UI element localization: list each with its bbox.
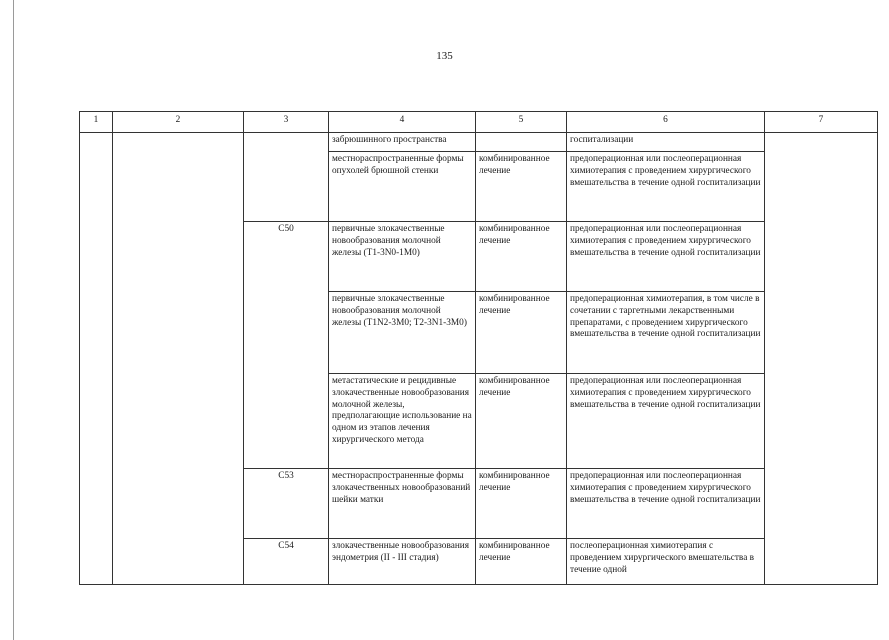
method-cell: предоперационная или послеоперационная химиотерапия с проведением хирургического вмешательства в течение одной госпитализации xyxy=(567,152,765,222)
diagnosis-code-cell: C53 xyxy=(244,469,329,539)
condition-cell: первичные злокачественные новообразования молочной железы (T1N2-3M0; T2-3N1-3M0) xyxy=(329,292,476,374)
column-header: 5 xyxy=(476,112,567,133)
condition-cell: местнораспространенные формы злокачественных новообразований шейки матки xyxy=(329,469,476,539)
column-header: 3 xyxy=(244,112,329,133)
column-header: 6 xyxy=(567,112,765,133)
page-number: 135 xyxy=(436,50,453,62)
column-header: 2 xyxy=(113,112,244,133)
group-cell-col7 xyxy=(765,133,878,585)
column-header: 4 xyxy=(329,112,476,133)
column-header: 1 xyxy=(80,112,113,133)
method-cell: предоперационная или послеоперационная химиотерапия с проведением хирургического вмешательства в течение одной госпитализации xyxy=(567,469,765,539)
diagnosis-code-cell: C50 xyxy=(244,222,329,469)
diagnosis-code-cell: C54 xyxy=(244,539,329,585)
diagnosis-code-cell xyxy=(244,133,329,222)
treatment-type-cell xyxy=(476,133,567,152)
page-edge-line xyxy=(13,0,14,640)
method-cell: предоперационная или послеоперационная химиотерапия с проведением хирургического вмешательства в течение одной госпитализации xyxy=(567,374,765,469)
treatment-type-cell: комбинированное лечение xyxy=(476,469,567,539)
table-row xyxy=(80,133,878,152)
treatment-type-cell: комбинированное лечение xyxy=(476,292,567,374)
group-cell-col2 xyxy=(113,133,244,585)
treatment-type-cell: комбинированное лечение xyxy=(476,222,567,292)
condition-cell: злокачественные новообразования эндометрия (II - III стадия) xyxy=(329,539,476,585)
condition-cell: метастатические и рецидивные злокачественные новообразования молочной железы, предполагающие использование на одном из этапов лечения хирургического метода xyxy=(329,374,476,469)
method-cell: послеоперационная химиотерапия с проведением хирургического вмешательства в течение одной xyxy=(567,539,765,585)
method-cell: госпитализации xyxy=(567,133,765,152)
condition-cell: местнораспространенные формы опухолей брюшной стенки xyxy=(329,152,476,222)
treatment-type-cell: комбинированное лечение xyxy=(476,539,567,585)
treatment-table xyxy=(79,111,878,585)
condition-cell: первичные злокачественные новообразования молочной железы (T1-3N0-1M0) xyxy=(329,222,476,292)
treatment-type-cell: комбинированное лечение xyxy=(476,374,567,469)
method-cell: предоперационная или послеоперационная химиотерапия с проведением хирургического вмешательства в течение одной госпитализации xyxy=(567,222,765,292)
table-header-row xyxy=(80,112,878,133)
method-cell: предоперационная химиотерапия, в том числе в сочетании с таргетными лекарственными препаратами, с проведением хирургического вмешательства в течение одной госпитализации xyxy=(567,292,765,374)
column-header: 7 xyxy=(765,112,878,133)
group-cell-col1 xyxy=(80,133,113,585)
condition-cell: забрюшинного пространства xyxy=(329,133,476,152)
treatment-type-cell: комбинированное лечение xyxy=(476,152,567,222)
